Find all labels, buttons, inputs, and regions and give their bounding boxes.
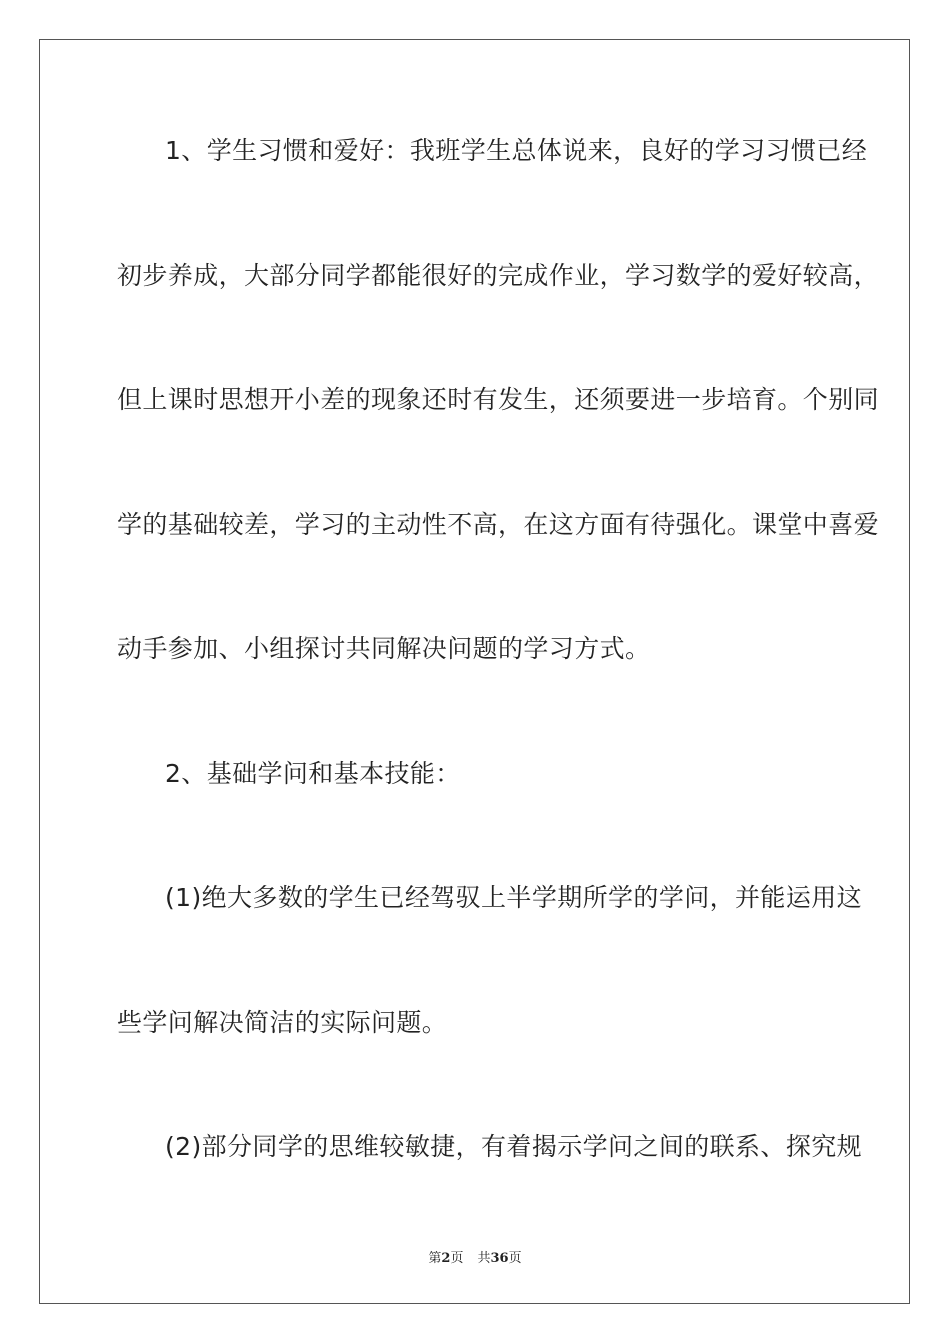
paragraph-1-line-3: 但上课时思想开小差的现象还时有发生，还须要进一步培育。个别同 — [117, 385, 880, 414]
page-footer — [0, 1247, 950, 1266]
paragraph-1-line-1: 1、学生习惯和爱好：我班学生总体说来，良好的学习习惯已经 — [165, 136, 868, 165]
paragraph-3-line-1: (1)绝大多数的学生已经驾驭上半学期所学的学问，并能运用这 — [165, 883, 863, 912]
page-frame — [39, 39, 910, 1304]
paragraph-2-heading: 2、基础学问和基本技能： — [165, 759, 461, 788]
paragraph-3-line-2: 些学问解决简洁的实际问题。 — [117, 1008, 448, 1037]
total-suffix: 页 — [508, 1251, 522, 1266]
total-pages: 36 — [490, 1251, 509, 1266]
page-number: 2 — [441, 1251, 451, 1266]
page-suffix: 页 — [450, 1251, 464, 1266]
total-prefix: 共 — [477, 1251, 491, 1266]
paragraph-1-line-4: 学的基础较差，学习的主动性不高，在这方面有待强化。课堂中喜爱 — [117, 510, 880, 539]
paragraph-4-line-1: (2)部分同学的思维较敏捷，有着揭示学问之间的联系、探究规 — [165, 1132, 863, 1161]
page-prefix: 第 — [428, 1251, 442, 1266]
paragraph-1-line-2: 初步养成，大部分同学都能很好的完成作业，学习数学的爱好较高， — [117, 261, 880, 290]
paragraph-1-line-5: 动手参加、小组探讨共同解决问题的学习方式。 — [117, 634, 651, 663]
